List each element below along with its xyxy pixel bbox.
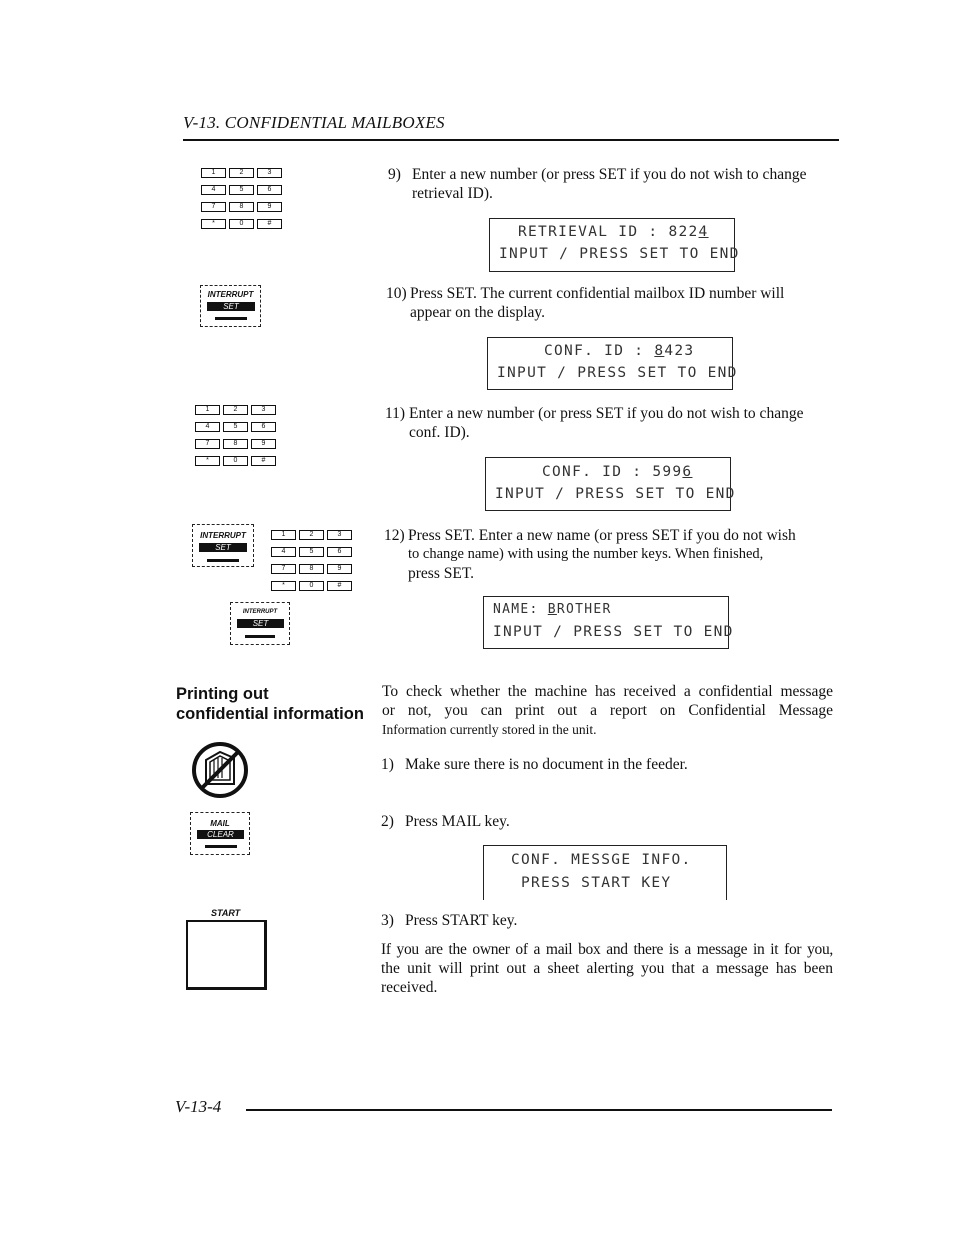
step-text: press SET. — [408, 565, 475, 582]
lcd-line: INPUT / PRESS SET TO END — [499, 246, 740, 262]
lcd-line: CONF. ID : — [544, 343, 655, 359]
step-text: Make sure there is no document in the feeder. — [405, 756, 688, 773]
step-number: 1) — [381, 756, 394, 773]
step-text: retrieval ID). — [412, 185, 493, 202]
lcd-line: INPUT / PRESS SET TO END — [497, 365, 738, 381]
keypad-key: 8 — [223, 439, 248, 449]
keypad-key: 4 — [195, 422, 220, 432]
lcd-display — [489, 218, 740, 272]
section-title — [176, 684, 364, 724]
keypad-key: 5 — [299, 547, 324, 557]
keypad-key: 1 — [195, 405, 220, 415]
step-10 — [386, 284, 838, 322]
keypad-key: 6 — [327, 547, 352, 557]
set-label: SET — [199, 543, 247, 552]
key-dash — [205, 845, 237, 848]
clear-label: CLEAR — [197, 830, 244, 839]
lcd-line: NAME: — [493, 602, 548, 617]
section-title-line: confidential information — [176, 705, 364, 723]
lcd-cursor: 8 — [654, 343, 665, 359]
number-keypad — [201, 162, 286, 230]
intro-line: To check whether the machine has received a confidential message — [382, 683, 833, 700]
footer-rule — [246, 1109, 832, 1111]
keypad-key: 1 — [271, 530, 296, 540]
lcd-line: RETRIEVAL ID : 822 — [518, 224, 699, 240]
keypad-key: 6 — [251, 422, 276, 432]
keypad-key: 7 — [201, 202, 226, 212]
header-rule — [183, 139, 839, 141]
closing-line: the unit will print out a sheet alerting you that a message has been — [381, 960, 833, 977]
interrupt-set-button — [192, 524, 254, 567]
keypad-key: 5 — [229, 185, 254, 195]
closing-paragraph — [381, 940, 833, 997]
keypad-key: 3 — [251, 405, 276, 415]
step-text: Press SET. Enter a new name (or press SET if you do not wish — [408, 527, 796, 544]
closing-line: If you are the owner of a mail box and there is a message in it for you, — [381, 941, 833, 958]
lcd-line: CONF. MESSGE INFO. — [511, 852, 692, 868]
set-label: SET — [237, 619, 284, 628]
keypad-key: 2 — [299, 530, 324, 540]
print-step-3 — [381, 911, 833, 930]
lcd-line: CONF. ID : 599 — [542, 464, 683, 480]
keypad-key: * — [271, 581, 296, 591]
keypad-key: 8 — [299, 564, 324, 574]
mail-label: MAIL — [210, 819, 230, 828]
print-step-2 — [381, 812, 833, 831]
step-number: 11) — [385, 405, 406, 422]
keypad-key: # — [251, 456, 276, 466]
keypad-key: 9 — [327, 564, 352, 574]
section-title-line: Printing out — [176, 685, 269, 703]
lcd-line: INPUT / PRESS SET TO END — [493, 624, 734, 640]
step-text: Press SET. The current confidential mailbox ID number will — [410, 285, 785, 302]
step-11 — [385, 404, 837, 442]
key-dash — [215, 317, 247, 320]
lcd-line: PRESS START KEY — [521, 875, 672, 891]
step-number: 12) — [384, 527, 405, 544]
lcd-line: 423 — [664, 343, 695, 359]
keypad-key: 0 — [299, 581, 324, 591]
number-keypad — [195, 399, 280, 467]
lcd-line: INPUT / PRESS SET TO END — [495, 486, 736, 502]
step-text: Enter a new number (or press SET if you do not wish to change — [409, 405, 804, 422]
lcd-line: ROTHER — [556, 602, 612, 617]
keypad-key: 2 — [229, 168, 254, 178]
lcd-cursor: 4 — [698, 224, 709, 240]
key-dash — [207, 559, 239, 562]
step-number: 2) — [381, 813, 394, 830]
keypad-key: * — [201, 219, 226, 229]
keypad-key: 3 — [257, 168, 282, 178]
interrupt-label: INTERRUPT — [242, 609, 278, 615]
step-text: to change name) with using the number keys. When finished, — [408, 546, 764, 562]
intro-paragraph — [382, 682, 833, 739]
lcd-display — [485, 457, 736, 511]
keypad-key: 0 — [229, 219, 254, 229]
start-label: START — [211, 908, 241, 918]
step-number: 10) — [386, 285, 407, 302]
interrupt-label: INTERRUPT — [207, 290, 254, 299]
step-text: Enter a new number (or press SET if you do not wish to change — [412, 166, 807, 183]
keypad-key: 1 — [201, 168, 226, 178]
keypad-key: * — [195, 456, 220, 466]
step-12 — [384, 526, 836, 583]
keypad-key: 4 — [201, 185, 226, 195]
lcd-display — [483, 845, 727, 900]
step-text: Press START key. — [405, 912, 518, 929]
keypad-key: # — [257, 219, 282, 229]
interrupt-set-button — [230, 602, 290, 645]
closing-line: received. — [381, 979, 438, 996]
mail-clear-button — [190, 812, 250, 855]
keypad-key: 0 — [223, 456, 248, 466]
keypad-key: 9 — [251, 439, 276, 449]
step-text: Press MAIL key. — [405, 813, 510, 830]
set-label: SET — [207, 302, 255, 311]
keypad-key: 7 — [195, 439, 220, 449]
interrupt-label: INTERRUPT — [200, 531, 246, 540]
keypad-key: 4 — [271, 547, 296, 557]
start-button — [186, 920, 267, 990]
keypad-key: 8 — [229, 202, 254, 212]
keypad-key: # — [327, 581, 352, 591]
step-number: 9) — [388, 166, 401, 183]
keypad-key: 5 — [223, 422, 248, 432]
interrupt-set-button — [200, 285, 261, 327]
intro-line: or not, you can print out a report on Confidential Message — [382, 702, 833, 719]
lcd-cursor: 6 — [682, 464, 693, 480]
number-keypad — [271, 524, 356, 592]
key-dash — [245, 635, 275, 638]
keypad-key: 9 — [257, 202, 282, 212]
print-step-1 — [381, 755, 833, 774]
lcd-display — [487, 337, 738, 390]
keypad-key: 6 — [257, 185, 282, 195]
lcd-display — [483, 596, 734, 649]
page-header-title: V-13. CONFIDENTIAL MAILBOXES — [183, 113, 445, 132]
step-number: 3) — [381, 912, 394, 929]
intro-line: Information currently stored in the unit. — [382, 722, 597, 737]
keypad-key: 3 — [327, 530, 352, 540]
step-text: conf. ID). — [409, 424, 470, 441]
page-number: V-13-4 — [175, 1097, 222, 1116]
keypad-key: 7 — [271, 564, 296, 574]
no-document-icon — [190, 740, 250, 800]
keypad-key: 2 — [223, 405, 248, 415]
lcd-cursor: B — [547, 602, 557, 617]
step-9 — [388, 165, 840, 203]
step-text: appear on the display. — [410, 304, 546, 321]
